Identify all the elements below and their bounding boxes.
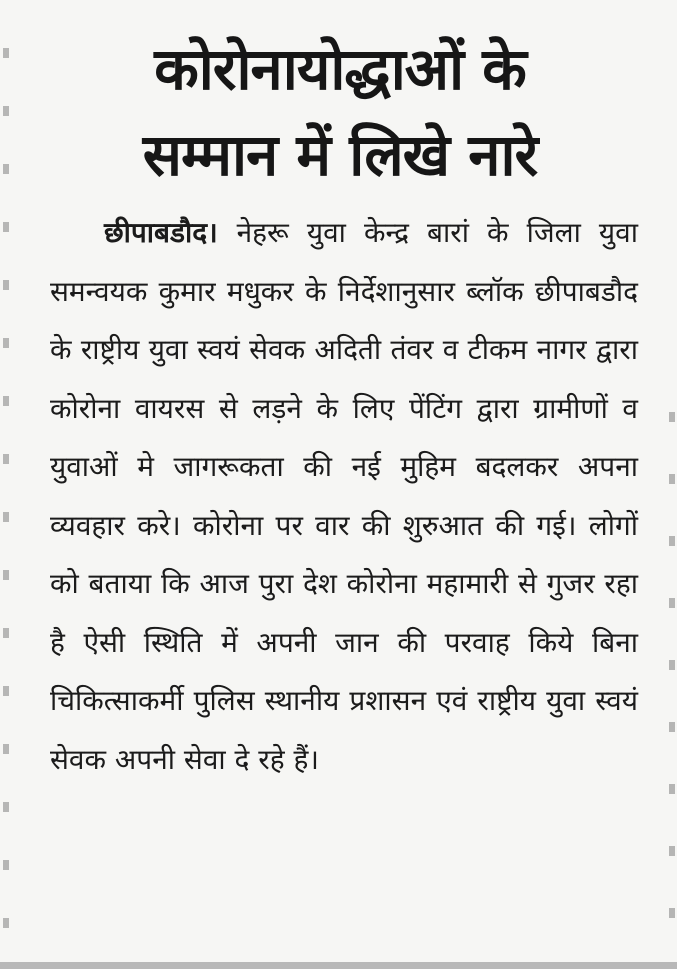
left-column-rule — [3, 0, 9, 962]
headline-line-2: सम्मान में लिखे नारे — [142, 121, 538, 189]
article-body — [50, 204, 638, 789]
article-text: नेहरू युवा केन्द्र बारां के जिला युवा समन्वयक कुमार मधुकर के निर्देशानुसार ब्लॉक छीपाबडौद के राष्ट्रीय युवा स्वयं सेवक अदिती तंवर व टीकम नागर द्वारा कोरोना वायरस से लड़ने के लिए पेंटिंग द्वारा ग्रामीणों व युवाओं मे जागरूकता की नई मुहिम बदलकर अपना व्यवहार करे। कोरोना पर वार की शुरुआत की गई। लोगों को बताया कि आज पुरा देश कोरोना महामारी से गुजर रहा है ऐसी स्थिति में अपनी जान की परवाह किये बिना चिकित्साकर्मी पुलिस स्थानीय प्रशासन एवं राष्ट्रीय युवा स्वयं सेवक अपनी सेवा दे रहे हैं। — [50, 216, 638, 776]
bottom-border — [0, 962, 677, 969]
headline-line-1: कोरोनायोद्धाओं के — [154, 35, 526, 103]
dateline: छीपाबडौद। — [104, 216, 237, 249]
headline — [30, 26, 650, 198]
right-column-edge — [669, 360, 675, 940]
